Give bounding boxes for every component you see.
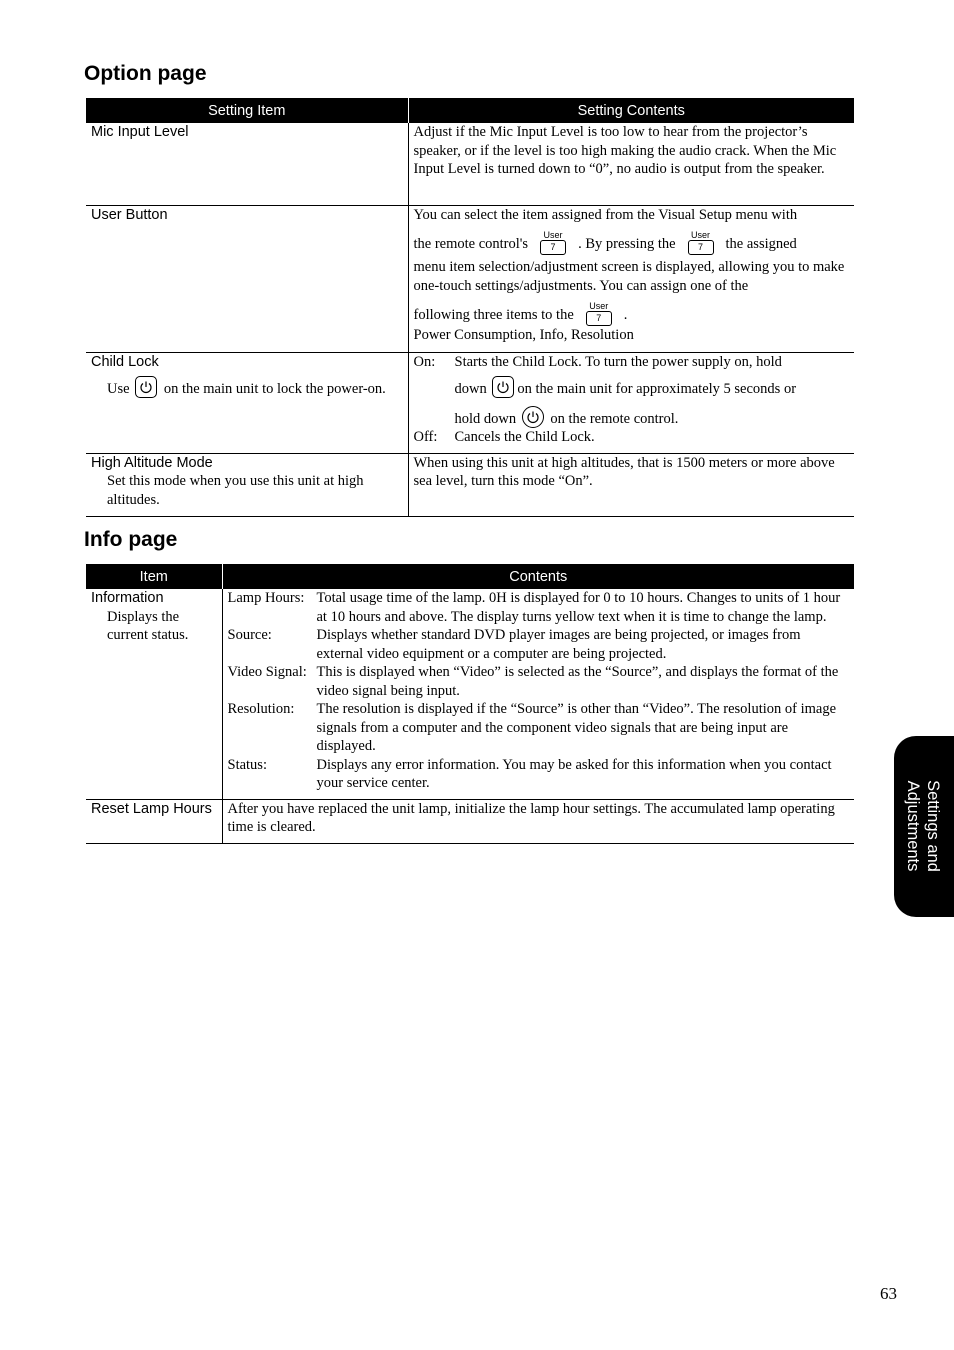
item-information <box>86 589 222 799</box>
information-sub: Displays the current status. <box>107 608 189 643</box>
info-entry-key: Video Signal: <box>227 664 307 680</box>
user-text-3: . By pressing the <box>578 236 676 252</box>
info-entry-value: The resolution is displayed if the “Source” is other than “Video”. The resolution of image signals from a computer and the component video signals that are being input are displayed. <box>316 701 837 754</box>
contents-high-altitude-mode: When using this unit at high altitudes, that is 1500 meters or more above sea level, turn this mode “On”. <box>408 453 854 516</box>
contents-user-button <box>408 205 854 352</box>
user-button-number: 7 <box>688 240 714 255</box>
power-icon <box>135 376 157 398</box>
header-contents: Contents <box>222 564 854 589</box>
child-off-key: Off: <box>413 429 438 445</box>
user-text-6: following three items to the <box>413 307 574 323</box>
power-icon <box>492 376 514 398</box>
contents-child-lock <box>408 352 854 453</box>
header-setting-contents: Setting Contents <box>408 98 854 123</box>
info-entry <box>228 756 850 793</box>
child-on-1: Starts the Child Lock. To turn the power supply on, hold <box>454 353 782 370</box>
altitude-label: High Altitude Mode <box>91 454 213 471</box>
child-on-2: down <box>454 381 487 397</box>
child-on-line-2 <box>455 376 797 399</box>
child-on-value <box>455 353 850 429</box>
item-user-button: User Button <box>86 205 408 352</box>
info-entry-value: Total usage time of the lamp. 0H is displayed for 0 to 10 hours. Changes to units of 1 hour at 10 hours and above. The display turns yellow text when it is time to change the lamp. <box>316 590 841 625</box>
child-lock-sub <box>91 376 403 399</box>
user-button-icon <box>586 302 612 326</box>
user-text-5: menu item selection/adjustment screen is displayed, allowing you to make one-touch settings/adjustments. You can assign one of the <box>413 259 845 294</box>
power-icon <box>522 406 544 428</box>
info-entry-key: Source: <box>227 627 272 643</box>
page-number: 63 <box>880 1284 897 1303</box>
child-on-row <box>414 353 850 429</box>
child-on-4: hold down <box>454 410 517 427</box>
user-button-number: 7 <box>586 311 612 326</box>
user-button-icon <box>688 231 714 255</box>
child-sub-1: Use <box>107 381 130 397</box>
info-entry-key: Lamp Hours: <box>227 590 305 606</box>
table-row <box>86 352 854 453</box>
info-entry <box>228 663 850 700</box>
contents-mic-input-level: Adjust if the Mic Input Level is too low to hear from the projector’s speaker, or if the level is too high making the audio crack. When the Mic Input Level is turned down to “0”, no audio is output from the speaker. <box>408 123 854 205</box>
child-lock-label: Child Lock <box>91 353 159 370</box>
header-setting-item: Setting Item <box>86 98 408 123</box>
user-text-8: Power Consumption, Info, Resolution <box>413 327 634 343</box>
child-off-value: Cancels the Child Lock. <box>454 429 595 445</box>
user-button-icon <box>540 231 566 255</box>
table-row <box>86 205 854 352</box>
contents-information <box>222 589 854 799</box>
user-button-number: 7 <box>540 240 566 255</box>
user-button-label: User <box>543 230 563 240</box>
info-entry-key: Status: <box>227 756 267 773</box>
info-page-heading: Info page <box>84 528 178 551</box>
user-button-label: User <box>691 230 711 240</box>
child-sub-2: on the main unit to lock the power-on. <box>163 381 386 397</box>
item-child-lock <box>86 352 408 453</box>
table-row <box>86 589 854 799</box>
table-row <box>86 123 854 205</box>
contents-reset-lamp-hours: After you have replaced the unit lamp, initialize the lamp hour settings. The accumulated lamp operating time is cleared. <box>222 799 854 843</box>
user-line-6 <box>414 302 628 326</box>
info-entry-key: Resolution: <box>227 701 295 717</box>
item-mic-input-level: Mic Input Level <box>86 123 408 205</box>
user-button-label: User <box>589 301 609 311</box>
info-entry-value: This is displayed when “Video” is selected as the “Source”, and displays the format of the video signal being input. <box>316 664 839 699</box>
child-off-row <box>414 428 850 447</box>
child-on-key: On: <box>413 353 436 370</box>
table-row <box>86 799 854 843</box>
table-row <box>86 453 854 516</box>
item-reset-lamp-hours: Reset Lamp Hours <box>86 799 222 843</box>
info-entry <box>228 626 850 663</box>
table-header-row <box>86 564 854 589</box>
info-entry <box>228 589 850 626</box>
altitude-sub: Set this mode when you use this unit at high altitudes. <box>107 473 364 508</box>
information-label: Information <box>91 590 164 606</box>
child-on-3: on the main unit for approximately 5 seconds or <box>517 381 797 397</box>
info-page-table <box>86 564 854 844</box>
header-item: Item <box>86 564 222 589</box>
user-line-2 <box>414 231 797 255</box>
user-text-1: You can select the item assigned from the Visual Setup menu with <box>413 206 798 223</box>
info-entry <box>228 700 850 756</box>
child-on-5: on the remote control. <box>550 410 679 427</box>
side-tab-label: Settings and Adjustments <box>904 780 942 872</box>
user-text-4: the assigned <box>725 236 797 252</box>
info-entry-value: Displays any error information. You may be asked for this information when you contact your service center. <box>316 756 832 791</box>
user-text-2: the remote control's <box>413 236 529 252</box>
option-page-table <box>86 98 854 517</box>
item-high-altitude-mode <box>86 453 408 516</box>
child-on-line-3 <box>455 406 679 429</box>
option-page-heading: Option page <box>84 62 207 85</box>
table-header-row <box>86 98 854 123</box>
user-text-7: . <box>623 307 628 323</box>
info-entry-value: Displays whether standard DVD player images are being projected, or images from external video equipment or a computer are being projected. <box>316 627 801 662</box>
